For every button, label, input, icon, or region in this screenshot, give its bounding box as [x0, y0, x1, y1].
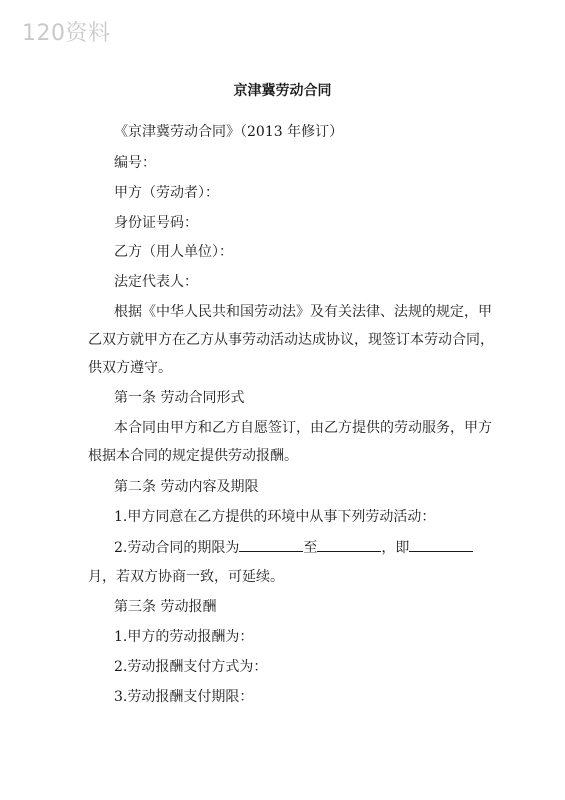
article-2-heading: 第二条 劳动内容及期限 — [114, 479, 259, 495]
article-2-item-1: 1.甲方同意在乙方提供的环境中从事下列劳动活动： — [114, 509, 436, 525]
article-3-heading: 第三条 劳动报酬 — [114, 599, 217, 615]
preamble-line-2: 乙双方就甲方在乙方从事劳动活动达成协议，现签订本劳动合同， — [88, 332, 494, 348]
preamble-line-1: 根据《中华人民共和国劳动法》及有关法律、法规的规定，甲 — [114, 304, 492, 320]
article-2-item-2-ie: ，即 — [381, 540, 410, 556]
field-id-number: 身份证号码： — [114, 215, 198, 231]
field-number: 编号： — [114, 155, 156, 171]
term-months-blank — [409, 537, 473, 552]
article-2-item-2-line-2: 月，若双方协商一致，可延续。 — [88, 569, 284, 585]
article-1-line-1: 本合同由甲方和乙方自愿签订，由乙方提供的劳动服务，甲方 — [114, 420, 492, 436]
article-3-item-1: 1.甲方的劳动报酬为： — [114, 629, 254, 645]
document-subtitle: 《京津冀劳动合同》（2013 年修订） — [114, 124, 344, 140]
field-party-a: 甲方（劳动者）： — [114, 185, 219, 201]
article-2-item-2-to: 至 — [303, 540, 318, 556]
article-2-item-2 — [114, 537, 473, 558]
watermark-logo: 120资料 — [22, 21, 111, 46]
article-1-heading: 第一条 劳动合同形式 — [114, 390, 245, 406]
article-2-item-2-prefix: 2.劳动合同的期限为 — [114, 540, 240, 556]
field-party-b: 乙方（用人单位）： — [114, 244, 233, 260]
preamble-line-3: 供双方遵守。 — [88, 360, 172, 376]
article-3-item-2: 2.劳动报酬支付方式为： — [114, 659, 268, 675]
term-end-blank — [317, 537, 381, 552]
article-3-item-3: 3.劳动报酬支付期限： — [114, 689, 254, 705]
term-start-blank — [239, 537, 303, 552]
field-legal-rep: 法定代表人： — [114, 274, 198, 290]
document-title: 京津冀劳动合同 — [233, 83, 332, 99]
article-1-line-2: 根据本合同的规定提供劳动报酬。 — [88, 448, 298, 464]
